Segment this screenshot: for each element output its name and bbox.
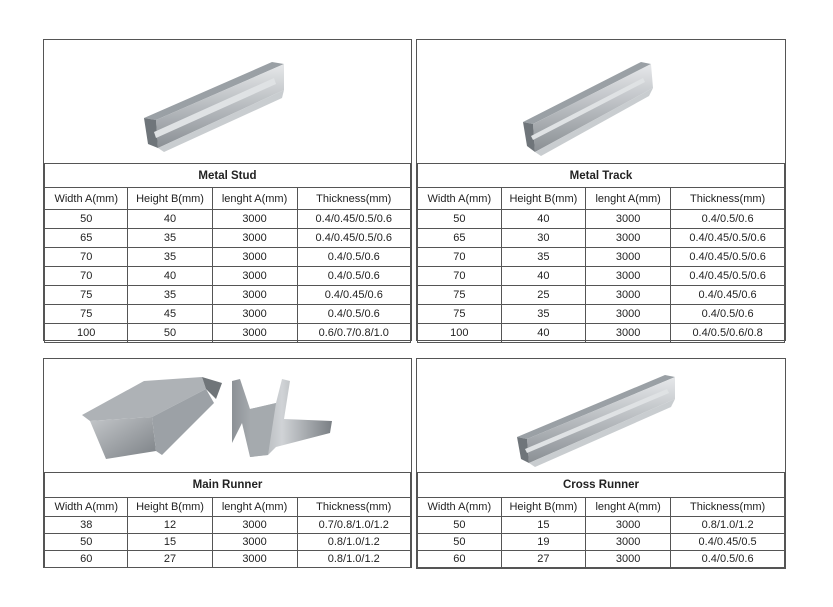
cell: 3000	[212, 248, 297, 267]
cell: 35	[501, 248, 585, 267]
main-runner-profile-photo	[44, 359, 411, 472]
cell: 50	[418, 534, 502, 551]
header-height: Height B(mm)	[501, 498, 585, 517]
metal-stud-title: Metal Stud	[45, 164, 411, 188]
table-row	[418, 248, 785, 267]
table-row	[45, 248, 411, 267]
table-row	[418, 229, 785, 248]
cell: 3000	[586, 534, 671, 551]
cell: 3000	[586, 210, 671, 229]
header-length: lenght A(mm)	[212, 498, 297, 517]
cell: 40	[128, 210, 212, 229]
cell: 3000	[586, 551, 671, 568]
cell: 35	[128, 286, 212, 305]
metal-stud-profile-photo	[44, 40, 411, 163]
table-row	[45, 324, 411, 343]
cell: 75	[418, 305, 502, 324]
cell: 70	[45, 267, 128, 286]
table-row	[418, 267, 785, 286]
cell: 0.8/1.0/1.2	[297, 551, 410, 568]
table-row	[418, 286, 785, 305]
cell: 0.4/0.45/0.5/0.6	[671, 248, 785, 267]
metal-stud-panel	[43, 39, 412, 341]
cell: 3000	[212, 551, 297, 568]
header-width: Width A(mm)	[418, 498, 502, 517]
cross-runner-title: Cross Runner	[418, 473, 785, 498]
cell: 40	[501, 210, 585, 229]
header-length: lenght A(mm)	[212, 188, 297, 210]
header-thickness: Thickness(mm)	[671, 188, 785, 210]
cell: 0.4/0.45/0.6	[671, 286, 785, 305]
cell: 15	[128, 534, 212, 551]
cell: 0.4/0.5/0.6	[297, 305, 410, 324]
metal-track-title: Metal Track	[418, 164, 785, 188]
cell: 0.4/0.5/0.6	[297, 267, 410, 286]
cell: 50	[128, 324, 212, 343]
cell: 70	[418, 248, 502, 267]
cell: 40	[501, 267, 585, 286]
main-runner-panel	[43, 358, 412, 568]
cell: 75	[45, 305, 128, 324]
table-row	[418, 305, 785, 324]
table-row	[45, 267, 411, 286]
header-length: lenght A(mm)	[586, 498, 671, 517]
main-runner-title: Main Runner	[45, 473, 411, 498]
cell: 70	[45, 248, 128, 267]
cross-runner-profile-photo	[417, 359, 785, 472]
cell: 3000	[212, 517, 297, 534]
cell: 100	[45, 324, 128, 343]
cell: 75	[45, 286, 128, 305]
cell: 25	[501, 286, 585, 305]
table-row	[418, 551, 785, 568]
cell: 40	[501, 324, 585, 343]
cell: 0.4/0.5/0.6	[671, 210, 785, 229]
cell: 3000	[586, 267, 671, 286]
header-width: Width A(mm)	[418, 188, 502, 210]
cell: 60	[418, 551, 502, 568]
cell: 65	[45, 229, 128, 248]
cell: 50	[418, 210, 502, 229]
cell: 3000	[586, 286, 671, 305]
cell: 3000	[586, 229, 671, 248]
header-thickness: Thickness(mm)	[671, 498, 785, 517]
table-row	[45, 305, 411, 324]
cell: 30	[501, 229, 585, 248]
header-thickness: Thickness(mm)	[297, 188, 410, 210]
cell: 3000	[212, 305, 297, 324]
table-row	[418, 210, 785, 229]
cell: 35	[128, 229, 212, 248]
table-row	[418, 324, 785, 343]
cell: 3000	[212, 534, 297, 551]
cell: 12	[128, 517, 212, 534]
cell: 19	[501, 534, 585, 551]
cell: 3000	[212, 267, 297, 286]
cell: 0.4/0.45/0.5/0.6	[671, 267, 785, 286]
table-row	[45, 517, 411, 534]
cell: 3000	[586, 517, 671, 534]
cell: 0.8/1.0/1.2	[671, 517, 785, 534]
cell: 0.4/0.45/0.6	[297, 286, 410, 305]
cell: 0.4/0.45/0.5/0.6	[297, 210, 410, 229]
header-height: Height B(mm)	[128, 498, 212, 517]
cell: 0.4/0.45/0.5/0.6	[671, 229, 785, 248]
table-row	[418, 517, 785, 534]
cell: 27	[128, 551, 212, 568]
cell: 50	[418, 517, 502, 534]
cell: 50	[45, 534, 128, 551]
cell: 0.4/0.45/0.5/0.6	[297, 229, 410, 248]
header-thickness: Thickness(mm)	[297, 498, 410, 517]
header-height: Height B(mm)	[501, 188, 585, 210]
table-row	[45, 286, 411, 305]
metal-track-panel	[416, 39, 786, 341]
header-width: Width A(mm)	[45, 498, 128, 517]
header-width: Width A(mm)	[45, 188, 128, 210]
table-row	[45, 534, 411, 551]
cell: 50	[45, 210, 128, 229]
cell: 3000	[586, 324, 671, 343]
cell: 15	[501, 517, 585, 534]
cell: 75	[418, 286, 502, 305]
cell: 3000	[212, 229, 297, 248]
cell: 35	[501, 305, 585, 324]
cell: 3000	[212, 210, 297, 229]
cross-runner-panel	[416, 358, 786, 569]
cell: 0.8/1.0/1.2	[297, 534, 410, 551]
metal-track-profile-photo	[417, 40, 785, 163]
cell: 40	[128, 267, 212, 286]
cell: 0.4/0.5/0.6	[671, 551, 785, 568]
table-row	[45, 551, 411, 568]
table-row	[418, 534, 785, 551]
cell: 3000	[212, 324, 297, 343]
table-row	[45, 210, 411, 229]
cell: 0.4/0.45/0.5	[671, 534, 785, 551]
cell: 0.4/0.5/0.6/0.8	[671, 324, 785, 343]
cell: 38	[45, 517, 128, 534]
cell: 0.4/0.5/0.6	[297, 248, 410, 267]
cell: 0.6/0.7/0.8/1.0	[297, 324, 410, 343]
cell: 100	[418, 324, 502, 343]
cell: 27	[501, 551, 585, 568]
cell: 3000	[586, 248, 671, 267]
header-length: lenght A(mm)	[586, 188, 671, 210]
cell: 45	[128, 305, 212, 324]
metal-track-table	[417, 163, 785, 343]
cell: 35	[128, 248, 212, 267]
table-row	[45, 229, 411, 248]
cell: 0.7/0.8/1.0/1.2	[297, 517, 410, 534]
cell: 70	[418, 267, 502, 286]
cell: 65	[418, 229, 502, 248]
metal-stud-table	[44, 163, 411, 343]
cell: 60	[45, 551, 128, 568]
cell: 3000	[586, 305, 671, 324]
cell: 0.4/0.5/0.6	[671, 305, 785, 324]
cross-runner-table	[417, 472, 785, 568]
main-runner-table	[44, 472, 411, 568]
header-height: Height B(mm)	[128, 188, 212, 210]
cell: 3000	[212, 286, 297, 305]
